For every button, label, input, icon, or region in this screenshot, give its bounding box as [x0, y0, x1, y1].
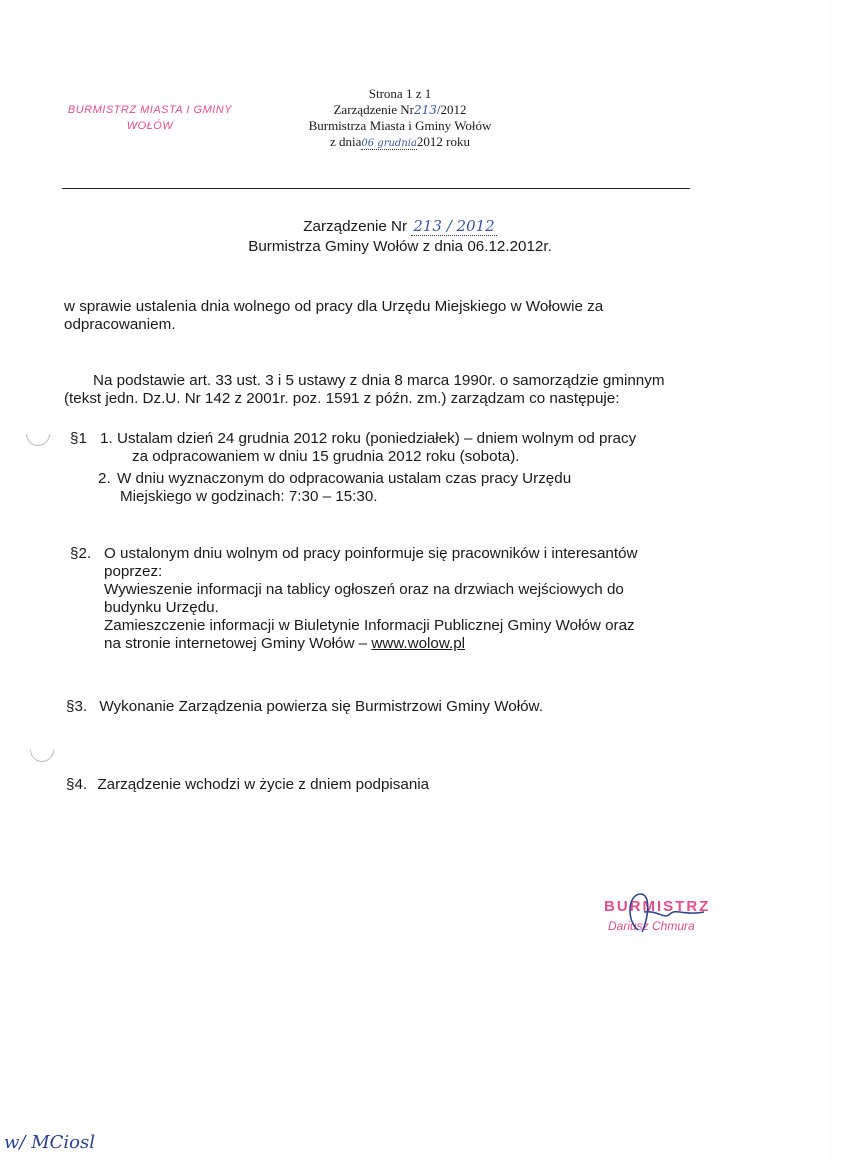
section-1-item-2-line-2: Miejskiego w godzinach: 7:30 – 15:30.: [120, 488, 378, 505]
header-order-number: Zarządzenie Nr213/2012: [333, 102, 467, 117]
office-stamp: [50, 104, 250, 132]
section-4: §4. Zarządzenie wchodzi w życie z dniem podpisania: [66, 776, 430, 793]
header-divider: [62, 188, 690, 189]
section-1-item-2-line-1: W dniu wyznaczonym do odpracowania ustalam czas pracy Urzędu: [117, 470, 572, 487]
title-order-number: Zarządzenie Nr 213 / 2012: [303, 217, 495, 235]
document-header: [250, 86, 550, 152]
office-stamp-line2: WOŁÓW: [126, 120, 174, 132]
section-2-website-line: na stronie internetowej Gminy Wołów – www.wolow.pl: [104, 635, 466, 652]
header-date: z dnia06 grudnia2012 roku: [329, 134, 471, 149]
office-stamp-line1: BURMISTRZ MIASTA I GMINY: [67, 104, 233, 116]
subject-text: w sprawie ustalenia dnia wolnego od pracy dla Urzędu Miejskiego w Wołowie za odpracowaniem.: [64, 298, 604, 333]
punch-hole-mark-icon: [21, 417, 55, 451]
handwritten-title-number: 213 / 2012: [413, 217, 495, 235]
page-number: Strona 1 z 1: [368, 86, 432, 101]
section-1-label: §1: [70, 430, 87, 447]
handwritten-order-number: 213: [413, 103, 437, 117]
handwritten-date: 06 grudnia: [361, 138, 417, 149]
document-page: BURMISTRZ MIASTA I GMINY WOŁÓW Strona 1 z 1 Zarządzenie Nr213/2012 Burmistrza Miasta i Gminy Wołów z dnia06 grudnia2012 roku Zarządzenie Nr 213 / 2012 Burmistrza Gminy Wołów z dnia 06.12.2012r. w sprawie ustalenia dnia wolnego od pracy dla Urzędu Miejskiego w Wołowie za odpracowaniem. Na podstawie art. 33 ust. 3 i 5 ustawy z dnia 8 marca 1990r. o samorządzie gminnym (tekst jedn. Dz.U. Nr 142 z 2001r. poz. 1591 z późn. zm.) zarządzam co następuje: §1 1. Ustalam dzień 24 grudnia 2012 roku (poniedziałek) – dniem wolnym od pracy za odpracowaniem w dniu 15 grudnia 2012 roku (sobota). 2. W dniu wyznaczonym do odpracowania ustalam czas pracy Urzędu Miejskiego w godzinach: 7:30 – 15:30. §2. O ustalonym dniu wolnym od pracy poinformuje się pracowników i interesantów poprzez: Wywieszenie informacji na tablicy ogłoszeń oraz na drzwiach wejściowych do budynku Urzędu. Zamieszczenie informacji w Biuletynie Informacji Publicznej Gminy Wołów oraz na stronie internetowej Gminy Wołów – www.wolow.pl §3. Wykonanie Zarządzenia powierza się Burmistrzowi Gminy Wołów. §4. Zarządzenie wchodzi w życie z dniem podpisania BURMISTRZ Dariusz Chmura w/ MCiosl: [0, 0, 828, 1160]
title-issuer-date: Burmistrza Gminy Wołów z dnia 06.12.2012r.: [248, 238, 552, 255]
punch-hole-mark-icon: [25, 733, 59, 767]
legal-basis: Na podstawie art. 33 ust. 3 i 5 ustawy z dnia 8 marca 1990r. o samorządzie gminnym (tekst jedn. Dz.U. Nr 142 z 2001r. poz. 1591 z późn. zm.) zarządzam co następuje:: [64, 372, 665, 407]
section-2-label: §2.: [70, 545, 92, 562]
signature-title: BURMISTRZ: [604, 898, 711, 915]
handwritten-signature-icon: [618, 890, 708, 940]
footer-handwritten-note: w/ MCiosl: [4, 1132, 95, 1153]
document-title: [200, 216, 600, 257]
section-1-item-1-line-1: Ustalam dzień 24 grudnia 2012 roku (poniedziałek) – dniem wolnym od pracy: [117, 430, 637, 447]
section-3: §3. Wykonanie Zarządzenia powierza się Burmistrzowi Gminy Wołów.: [66, 698, 543, 715]
signature-name: Dariusz Chmura: [608, 919, 695, 933]
section-1-item-1-line-2: za odpracowaniem w dniu 15 grudnia 2012 roku (sobota).: [132, 448, 520, 465]
section-4-label: §4.: [66, 776, 88, 793]
header-issuer: Burmistrza Miasta i Gminy Wołów: [308, 118, 492, 133]
website-link[interactable]: www.wolow.pl: [371, 635, 466, 652]
section-3-label: §3.: [66, 698, 88, 715]
signature-stamp: [604, 898, 764, 933]
